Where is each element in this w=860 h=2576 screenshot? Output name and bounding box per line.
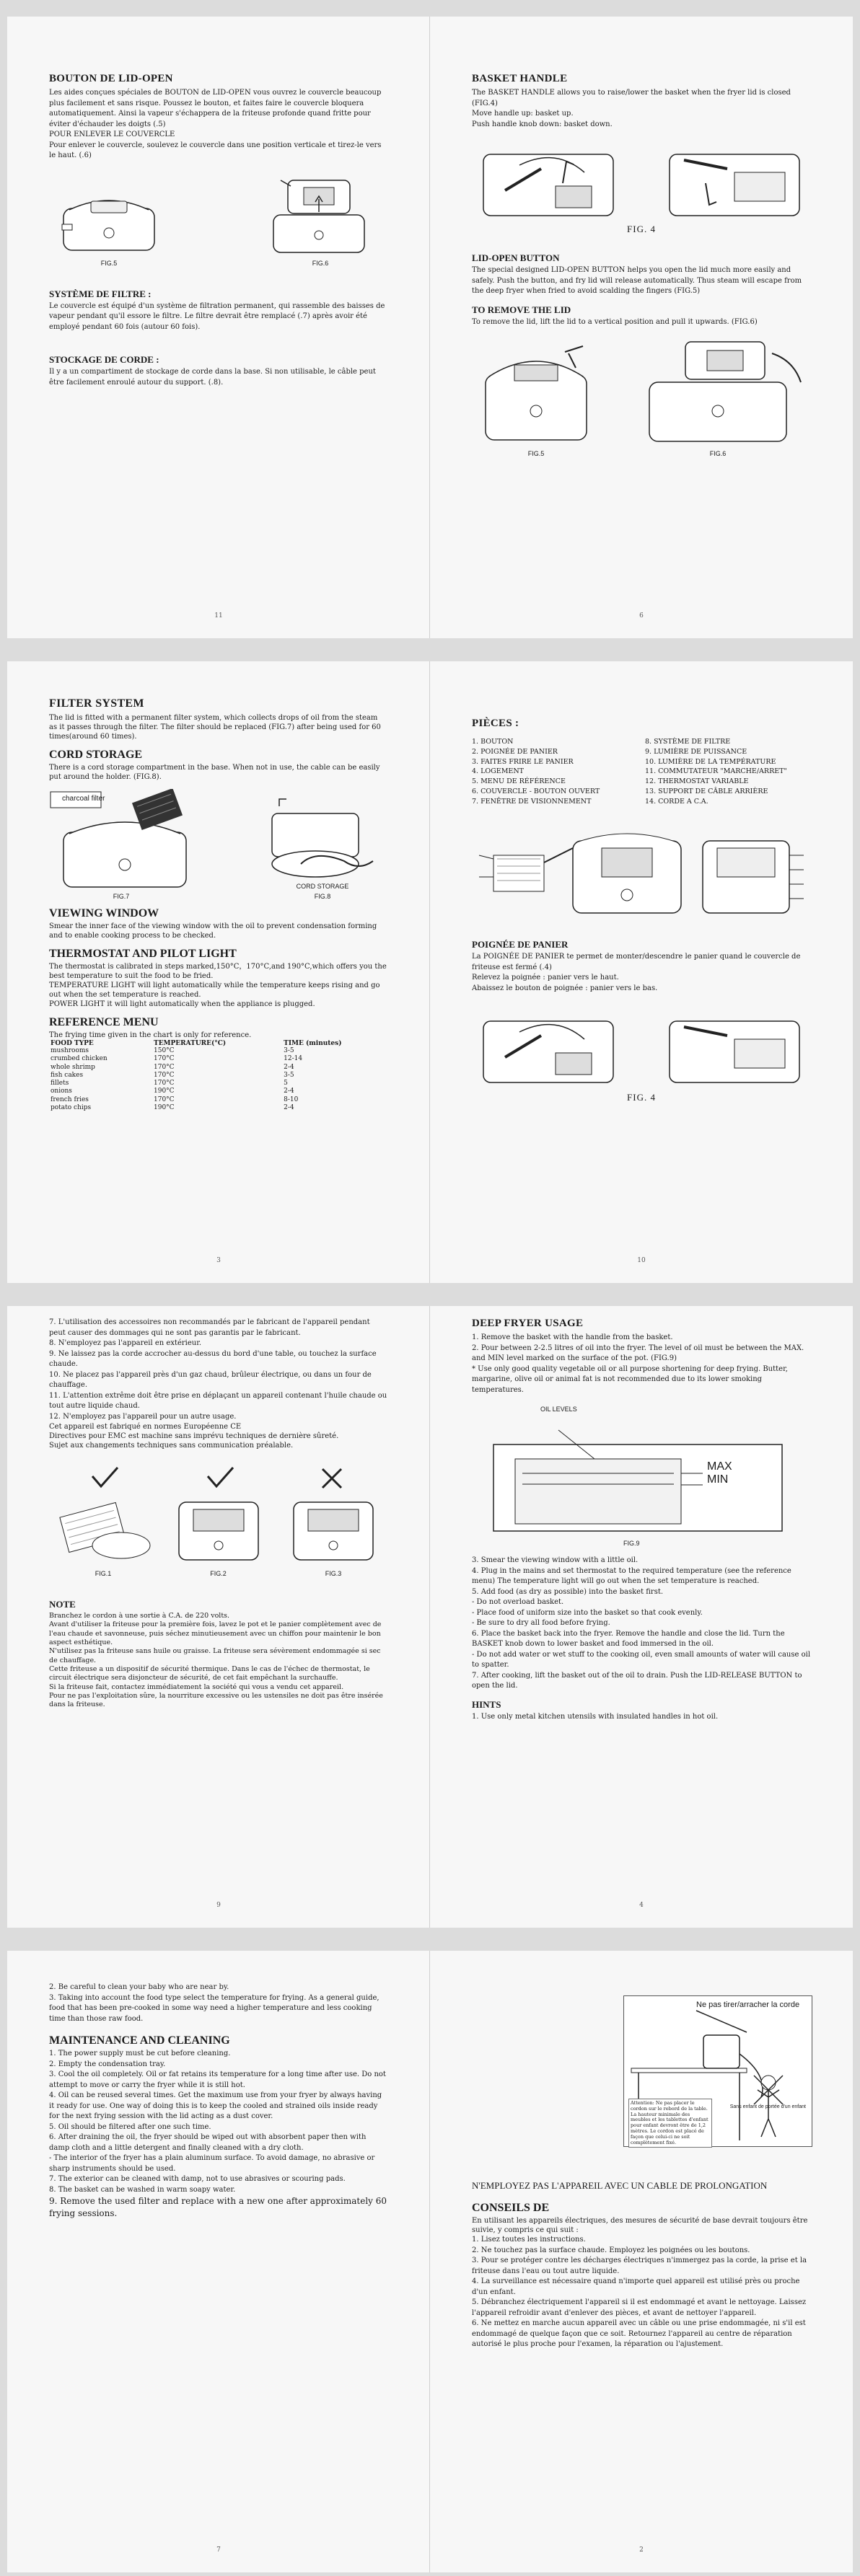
- caption: FIG.6: [709, 450, 727, 457]
- cell: 170°C: [154, 1063, 175, 1071]
- paragraph: The thermostat is calibrated in steps marked,150°C，170°C,and 190°C,which offers you the best temperature to suit the food to be fried.: [49, 963, 387, 980]
- figure-1: [49, 1466, 157, 1577]
- table-row: [49, 1047, 387, 1055]
- figure-caption-4: [472, 1089, 811, 1103]
- paragraph: Si la friteuse fait, contactez immédiatement la société qui vous a vendu cet appareil.: [49, 1682, 344, 1691]
- paragraph: The frying time given in the chart is only for reference.: [49, 1031, 252, 1039]
- paragraph: La POIGNÉE DE PANIER te permet de monter/descendre le panier quand le couvercle de friteuse est fermé (.4): [472, 953, 801, 971]
- heading-hints: HINTS: [472, 1698, 501, 1710]
- figure-fryer-6: [259, 177, 382, 267]
- column-header: FOOD TYPE: [51, 1040, 94, 1047]
- list-item: 9. Ne laissez pas la corde accrocher au-dessus du bord d'une table, ou touchez la surface chaude.: [49, 1349, 377, 1368]
- heading-stockage-corde: STOCKAGE DE CORDE :: [49, 354, 159, 365]
- table-row: [49, 1104, 387, 1112]
- cell: 190°C: [154, 1088, 175, 1095]
- paragraph: 1. Use only metal kitchen utensils with insulated handles in hot oil.: [472, 1712, 719, 1721]
- list-item: 2. POIGNÉE DE PANIER: [472, 747, 558, 756]
- list-item: 10. LUMIÈRE DE LA TEMPÉRATURE: [645, 757, 776, 766]
- caption: FIG.8: [314, 893, 331, 900]
- table-row: [49, 1088, 387, 1095]
- list-item: 4. Oil can be reused several times. Get the maximum use from your fryer by always having it ready for use. One way of doing this is to keep the cooled and strained oils inside ready for the next frying session with the lid acting as a dust cover.: [49, 2091, 382, 2120]
- paragraph: TEMPERATURE LIGHT will light automatically while the temperature keeps rising and go out when the set temperature is reached.: [49, 982, 380, 999]
- page-2: [430, 1951, 853, 2572]
- sheet-4: [7, 1951, 853, 2572]
- cell: 5: [284, 1080, 288, 1087]
- figure-row: [49, 789, 387, 900]
- list-item: 2. Pour between 2-2.5 litres of oil into the fryer. The level of oil must be between the MAX. and MIN level marked on the surface of the pot. (FIG.9): [472, 1344, 804, 1362]
- list-item: 7. The exterior can be cleaned with damp, not to use abrasives or scouring pads.: [49, 2175, 346, 2183]
- cell: 190°C: [154, 1103, 175, 1111]
- basket-handle-down-illustration: [662, 1007, 807, 1086]
- list-item: 9. Remove the used filter and replace with a new one after approximately 60 frying sessions.: [49, 2196, 387, 2218]
- basket-handle-up-illustration: [476, 140, 620, 219]
- list-item: 9. LUMIÈRE DE PUISSANCE: [645, 747, 747, 756]
- page-6: [430, 17, 853, 638]
- figure-2: [164, 1466, 273, 1577]
- list-item: 1. Remove the basket with the handle from the basket.: [472, 1333, 673, 1341]
- list-item: - Do not overload basket.: [472, 1598, 564, 1606]
- cell: 170°C: [154, 1055, 175, 1063]
- caption: FIG.3: [325, 1570, 342, 1577]
- caption: CORD STORAGE: [296, 883, 349, 890]
- figure-fryer-5: [55, 188, 163, 267]
- parts-column: [472, 737, 638, 806]
- paragraph: There is a cord storage compartment in the base. When not in use, the cable can be easily put around the holder. (FIG.8).: [49, 764, 380, 781]
- list-item: - Place food of uniform size into the basket so that cook evenly.: [472, 1608, 703, 1617]
- list-item: 2. Empty the condensation tray.: [49, 2060, 166, 2068]
- tips-list: [49, 1982, 387, 2024]
- list-item: 5. MENU DE RÉFÉRENCE: [472, 777, 566, 786]
- page-3: [7, 661, 430, 1283]
- heading-lid-open-button: LID-OPEN BUTTON: [472, 252, 560, 263]
- figure-row: [55, 177, 382, 267]
- basket-check-illustration: [49, 1466, 157, 1567]
- heading-note: NOTE: [49, 1599, 76, 1610]
- list-item: 6. Place the basket back into the fryer. Remove the handle and close the lid. Turn the BASKET knob down to lower basket and food immersed in the oil.: [472, 1629, 785, 1648]
- list-item: 2. Be careful to clean your baby who are near by.: [49, 1983, 229, 1991]
- list-item: 7. L'utilisation des accessoires non recommandés par le fabricant de l'appareil pendant peut causer des dommages qui ne sont pas garantis par le fabricant.: [49, 1318, 370, 1337]
- figure-row: [49, 1466, 387, 1577]
- list-item: 3. Taking into account the food type select the temperature for frying. As a general guide, food that has been pre-cooked in some way need a higher temperature and less cooking time than those raw food.: [49, 1993, 379, 2023]
- heading-maintenance: MAINTENANCE AND CLEANING: [49, 2034, 230, 2047]
- table-row: [49, 1072, 387, 1080]
- usage-list: [472, 1333, 811, 1395]
- cell: 12-14: [284, 1055, 303, 1063]
- list-item: 2. Ne touchez pas la surface chaude. Employez les poignées ou les boutons.: [472, 2246, 750, 2254]
- page-4: [430, 1306, 853, 1928]
- cell: mushrooms: [51, 1047, 89, 1054]
- parts-list: [472, 737, 811, 806]
- list-item: 8. The basket can be washed in warm soapy water.: [49, 2185, 236, 2194]
- cell: 170°C: [154, 1080, 175, 1087]
- conseils-list: [472, 2235, 811, 2350]
- caption: FIG.5: [100, 259, 118, 267]
- cell: 2-4: [284, 1103, 294, 1111]
- paragraph: Directives pour EMC est machine sans imprévu techniques de dernière sûreté.: [49, 1432, 339, 1440]
- page-10: [430, 661, 853, 1283]
- paragraph: N'utilisez pas la friteuse sans huile ou graisse. La friteuse sera sévèrement endommagée si sec de chauffage.: [49, 1647, 381, 1664]
- list-item: - The interior of the fryer has a plain aluminum surface. To avoid damage, no abrasive or sharp instruments should be used.: [49, 2154, 375, 2173]
- safety-section: [472, 2180, 811, 2350]
- list-item: 1. The power supply must be cut before cleaning.: [49, 2050, 231, 2057]
- list-item: 3. Pour se protéger contre les décharges électriques n'immergez pas la corde, la prise et la friteuse dans l'eau ou tout autre liquide.: [472, 2257, 807, 2275]
- cell: whole shrimp: [51, 1063, 95, 1071]
- paragraph: Pour ne pas l'exploitation sûre, la nourriture excessive ou les ustensiles ne doit pas être insérée dans la friteuse.: [49, 1692, 383, 1709]
- caption: FIG.6: [312, 259, 329, 267]
- list-item: 1. Lisez toutes les instructions.: [472, 2236, 586, 2244]
- figure-row: [475, 339, 808, 457]
- heading-basket-handle: BASKET HANDLE: [472, 73, 568, 84]
- basket-handle-down-illustration: [662, 140, 807, 219]
- charcoal-filter-illustration: [49, 789, 193, 890]
- cell: 170°C: [154, 1071, 175, 1079]
- heading-cord-storage: CORD STORAGE: [49, 749, 143, 761]
- list-item: 6. Ne mettez en marche aucun appareil avec un câble ou une prise endommagée, ni s'il est endommagé de quelque façon que ce soit. Retournez l'appareil au centre de réparation autorisé le plus proche pour l'examen, la réparation ou l'ajustement.: [472, 2319, 806, 2348]
- list-item: 11. L'attention extrême doit être prise en déplaçant un appareil contenant l'huile chaude ou tout autre liquide chaud.: [49, 1391, 387, 1410]
- figure-row: [476, 140, 807, 219]
- heading-pieces: PIÈCES :: [472, 718, 519, 729]
- page-9: [7, 1306, 430, 1928]
- heading-poignee-panier: POIGNÉE DE PANIER: [472, 939, 569, 950]
- list-item: 3. FAITES FRIRE LE PANIER: [472, 757, 574, 766]
- paragraph: Cette friteuse a un dispositif de sécurité thermique. Dans le cas de l'échec de thermostat, le circuit électrique sera disjoncteur de sécurité, de cet fait empêchant la surchauffe.: [49, 1665, 370, 1682]
- lid-lifted-illustration: [628, 339, 808, 447]
- figure-caption-4: [472, 221, 811, 235]
- sheet-2: [7, 661, 853, 1283]
- paragraph: POWER LIGHT it will light automatically when the appliance is plugged.: [49, 1000, 315, 1008]
- usage-list-continued: [472, 1556, 811, 1692]
- caption: FIG.2: [210, 1570, 227, 1577]
- paragraph: Le couvercle est équipé d'un système de filtration permanent, qui rassemble des baisses de vapeur pendant qu'il essore le filtre. Le filtre devrait être remplacé (.7) après avoir été employé pendant 60 fois (autour 60 fois).: [49, 301, 385, 331]
- page-number: 11: [214, 612, 223, 619]
- fryer-illustration: [55, 188, 163, 257]
- figure-row: [476, 1007, 807, 1086]
- parts-diagram: [472, 826, 811, 920]
- heading-filter-system: FILTER SYSTEM: [49, 697, 144, 710]
- list-item: 8. N'employez pas l'appareil en extérieur.: [49, 1339, 202, 1347]
- cell: potato chips: [51, 1103, 92, 1111]
- warning-title: Ne pas tirer/arracher la corde: [696, 2001, 800, 2009]
- page-number: 6: [639, 612, 644, 619]
- cell: 150°C: [154, 1047, 175, 1054]
- list-item: - Do not add water or wet stuff to the cooking oil, even small amounts of water will cause oil to spatter.: [472, 1650, 811, 1669]
- paragraph: POUR ENLEVER LE COUVERCLE: [49, 131, 175, 138]
- sheet-3: [7, 1306, 853, 1928]
- column-header: TEMPERATURE(°C): [154, 1040, 227, 1047]
- safety-list: [49, 1318, 387, 1422]
- paragraph: Avant d'utiliser la friteuse pour la première fois, lavez le pot et le panier complètement avec de l'eau chaude et savonneuse, puis séchez minutieusement avec un chiffon pour maintenir le bon aspect esthétique.: [49, 1620, 382, 1647]
- list-item: 3. Cool the oil completely. Oil or fat retains its temperature for a long time after use. Do not attempt to move or carry the fryer while it is still hot.: [49, 2070, 386, 2089]
- heading-viewing-window: VIEWING WINDOW: [49, 907, 159, 919]
- cell: 2-4: [284, 1088, 294, 1095]
- paragraph: Push handle knob down: basket down.: [472, 120, 613, 128]
- fryer-cross-illustration: [279, 1466, 387, 1567]
- page-11: [7, 17, 430, 638]
- figure-fryer-6: [628, 339, 808, 457]
- list-item: 13. SUPPORT DE CÂBLE ARRIÈRE: [645, 787, 768, 795]
- caption: FIG.9: [623, 1540, 640, 1547]
- cell: 170°C: [154, 1095, 175, 1103]
- caption: FIG.5: [527, 450, 545, 457]
- list-item: 3. Smear the viewing window with a little oil.: [472, 1556, 639, 1564]
- warning-attention-note: Attention: Ne pas placer le cordon sur le rebord de la table. La hauteur minimale des meubles et les tablettes d'enfant pour enfant devront être de 1,2 mètres. Le cordon est placé de façon que celui-ci ne soit complètement fixé.: [628, 2099, 712, 2148]
- list-item: 14. CORDE A C.A.: [645, 797, 708, 806]
- list-item: 8. SYSTÈME DE FILTRE: [645, 738, 731, 746]
- list-item: 7. FENÊTRE DE VISIONNEMENT: [472, 797, 592, 806]
- heading-bouton-lid-open: BOUTON DE LID-OPEN: [49, 73, 173, 84]
- figure-3: [279, 1466, 387, 1577]
- page-number: 7: [216, 2546, 221, 2554]
- paragraph: Abaissez le bouton de poignée : panier vers le bas.: [472, 984, 658, 992]
- paragraph: Les aides conçues spéciales de BOUTON de LID-OPEN vous ouvrez le couvercle beaucoup plus facilement et sans risque. Poussez le bouton, et faites faire le couvercle bloquera automatiquement. Ainsi la vapeur s'échappera de la friteuse profonde quand fritte pour éviter d'échauder les doigts (.5): [49, 89, 382, 128]
- cell: 8-10: [284, 1095, 299, 1103]
- paragraph: Pour enlever le couvercle, soulevez le couvercle dans une position verticale et tirez-le vers le haut. (.6): [49, 141, 382, 159]
- heading-conseils: CONSEILS DE: [472, 2202, 550, 2214]
- heading-deep-fryer-usage: DEEP FRYER USAGE: [472, 1318, 584, 1329]
- paragraph: Il y a un compartiment de stockage de corde dans la base. Si non utilisable, le câble peut être facilement enroulé autour du support. (.8).: [49, 368, 376, 387]
- cord-storage-illustration: [258, 792, 387, 893]
- parts-column: [645, 737, 811, 806]
- caption: FIG. 4: [627, 224, 656, 234]
- figure-cord-8: [258, 792, 387, 900]
- list-item: 5. Add food (as dry as possible) into the basket first.: [472, 1587, 664, 1596]
- min-label: MIN: [707, 1473, 729, 1486]
- cord-warning-figure: [623, 1995, 812, 2147]
- sheet-1: [7, 17, 853, 638]
- list-item: 4. LOGEMENT: [472, 767, 525, 776]
- table-row: [49, 1080, 387, 1088]
- table-row: [49, 1096, 387, 1104]
- oil-levels-figure: [472, 1406, 811, 1550]
- list-item: 5. Débranchez électriquement l'appareil si il est endommagé et avant le nettoyage. Laissez l'appareil refroidir avant d'enlever des pièces, et avant de nettoyer l'appareil.: [472, 2298, 807, 2317]
- page-7: [7, 1951, 430, 2572]
- list-item: 12. N'employez pas l'appareil pour un autre usage.: [49, 1412, 237, 1421]
- basket-handle-up-illustration: [476, 1007, 620, 1086]
- oil-levels-label: OIL LEVELS: [540, 1406, 577, 1413]
- paragraph: The BASKET HANDLE allows you to raise/lower the basket when the fryer lid is closed (FIG.4): [472, 89, 791, 107]
- list-item: 6. COUVERCLE - BOUTON OUVERT: [472, 787, 600, 795]
- list-item: 10. Ne placez pas l'appareil près d'un gaz chaud, brûleur électrique, ou dans un four de chauffage.: [49, 1370, 372, 1389]
- paragraph: Move handle up: basket up.: [472, 110, 574, 118]
- list-item: 11. COMMUTATEUR "MARCHE/ARRET": [645, 767, 787, 776]
- figure-fryer-5: [475, 339, 597, 457]
- page-number: 9: [216, 1902, 221, 1909]
- max-label: MAX: [707, 1460, 732, 1473]
- caption: FIG. 4: [627, 1092, 656, 1103]
- heading-remove-lid: TO REMOVE THE LID: [472, 304, 571, 315]
- charcoal-filter-label: charcoal filter: [62, 795, 105, 803]
- list-item: 4. Plug in the mains and set thermostat to the required temperature (see the reference menu) The temperature light will go out when the set temperature is reached.: [472, 1566, 791, 1585]
- fryer-exploded-diagram: [472, 826, 811, 920]
- paragraph: Branchez le cordon à une sortie à C.A. de 220 volts.: [49, 1612, 230, 1620]
- list-item: 7. After cooking, lift the basket out of the oil to drain. Push the LID-RELEASE BUTTON to open the lid.: [472, 1671, 802, 1690]
- paragraph: Relevez la poignée : panier vers le haut.: [472, 974, 619, 982]
- paragraph: Cet appareil est fabriqué en normes Européenne CE: [49, 1423, 242, 1431]
- reference-menu-table: [49, 1040, 387, 1112]
- list-item: 1. BOUTON: [472, 738, 514, 746]
- paragraph: The lid is fitted with a permanent filter system, which collects drops of oil from the steam as it passes through the filter. The filter should be replaced (FIG.7) after being used for 60 times(around 60 times).: [49, 714, 381, 741]
- page-number: 2: [639, 2546, 644, 2554]
- table-row: [49, 1055, 387, 1063]
- page-number: 3: [216, 1257, 221, 1264]
- fryer-check-illustration: [164, 1466, 273, 1567]
- heading-extension-cable: N'EMPLOYEZ PAS L'APPAREIL AVEC UN CABLE DE PROLONGATION: [472, 2180, 768, 2191]
- lid-open-button-illustration: [475, 339, 597, 447]
- paragraph: Smear the inner face of the viewing window with the oil to prevent condensation forming and to enable cooking process to be checked.: [49, 922, 377, 940]
- cell: crumbed chicken: [51, 1055, 108, 1063]
- heading-systeme-filtre: SYSTÈME DE FILTRE :: [49, 288, 152, 299]
- oil-level-illustration: [486, 1416, 789, 1538]
- paragraph: Sujet aux changements techniques sans communication préalable.: [49, 1442, 294, 1450]
- caption: FIG.1: [95, 1570, 112, 1577]
- list-item: 12. THERMOSTAT VARIABLE: [645, 777, 749, 786]
- list-item: 5. Oil should be filtered after one such time.: [49, 2122, 211, 2131]
- fryer-lid-removed-illustration: [259, 177, 382, 257]
- cell: onions: [51, 1088, 72, 1095]
- page-number: 4: [639, 1902, 644, 1909]
- list-item: 6. After draining the oil, the fryer should be wiped out with absorbent paper then with damp cloth and a little detergent and finally cleaned with a dry cloth.: [49, 2133, 367, 2152]
- list-item: * Use only good quality vegetable oil or all purpose shortening for deep frying. Butter, margarine, olive oil or animal fat is not recommended due to its lower smoking temperatures.: [472, 1364, 788, 1394]
- cell: fillets: [51, 1080, 69, 1087]
- table-row: [49, 1064, 387, 1072]
- paragraph: To remove the lid, lift the lid to a vertical position and pull it upwards. (FIG.6): [472, 317, 758, 326]
- column-header: TIME (minutes): [284, 1040, 342, 1047]
- heading-thermostat: THERMOSTAT AND PILOT LIGHT: [49, 948, 237, 960]
- list-item: 4. La surveillance est nécessaire quand n'importe quel appareil est utilisé près ou proche d'un enfant.: [472, 2277, 800, 2296]
- heading-reference-menu: REFERENCE MENU: [49, 1016, 159, 1028]
- paragraph: The special designed LID-OPEN BUTTON helps you open the lid much more easily and safely. Push the button, and fry lid will release automatically. Thus steam will escape from the deep fryer when fried to avoid scalding the fingers (FIG.5): [472, 266, 802, 295]
- caption: FIG.7: [113, 893, 130, 900]
- cell: french fries: [51, 1095, 89, 1103]
- cell: fish cakes: [51, 1071, 84, 1079]
- figure-filter-7: [49, 789, 193, 900]
- cell: 3-5: [284, 1071, 294, 1079]
- paragraph: En utilisant les appareils électriques, des mesures de sécurité de base devrait toujours être suivie, y compris ce qui suit :: [472, 2217, 808, 2234]
- cell: 2-4: [284, 1063, 294, 1071]
- maintenance-list: [49, 2049, 387, 2220]
- warning-child-note: Sans enfant de portée d'un enfant: [729, 2104, 806, 2109]
- cell: 3-5: [284, 1047, 294, 1054]
- page-number: 10: [637, 1257, 646, 1264]
- list-item: - Be sure to dry all food before frying.: [472, 1619, 610, 1627]
